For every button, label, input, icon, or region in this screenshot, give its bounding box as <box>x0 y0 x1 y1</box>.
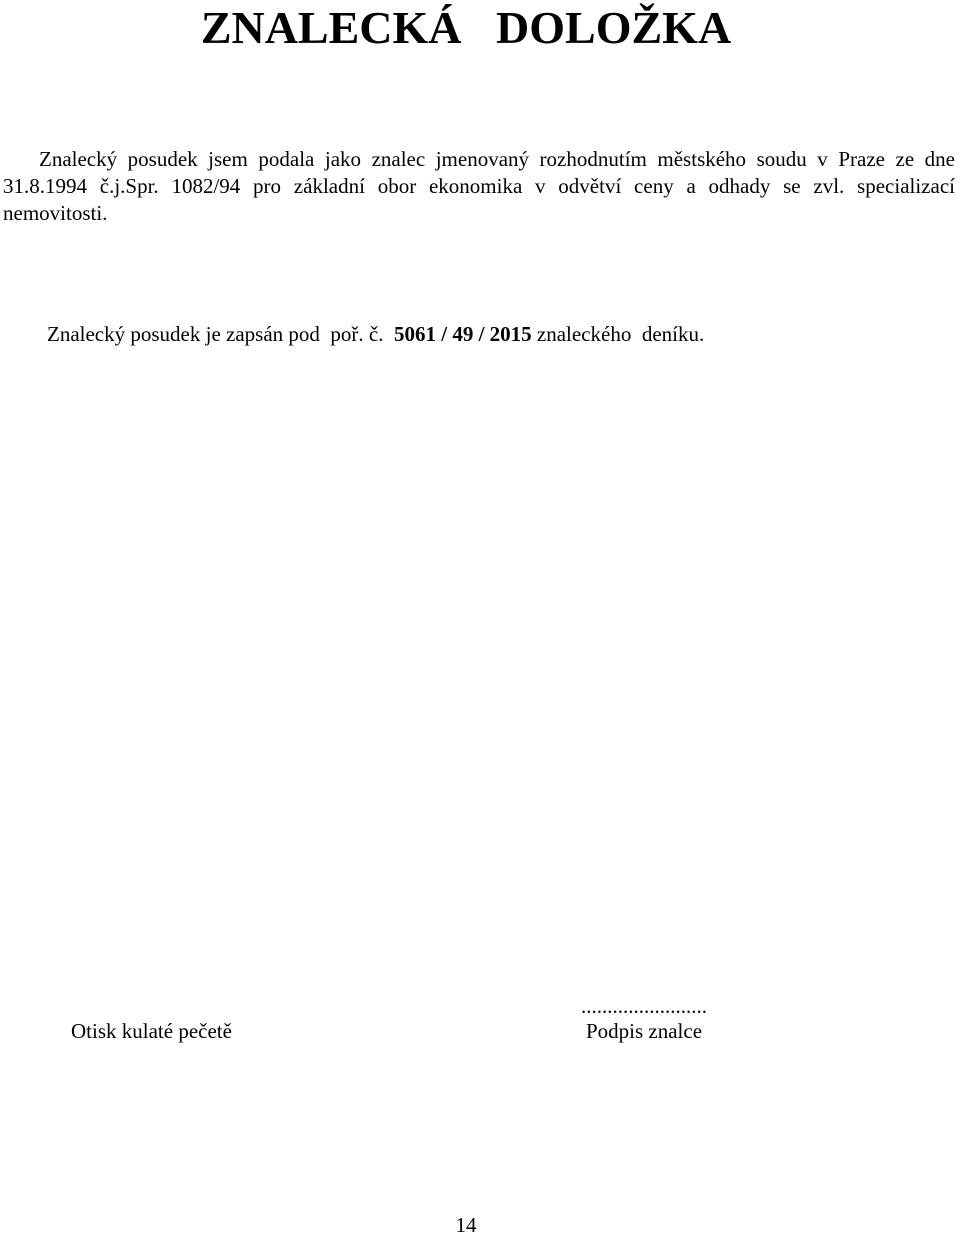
registry-prefix: Znalecký posudek je zapsán pod poř. č. <box>47 322 394 346</box>
page-number: 14 <box>455 1213 477 1237</box>
registry-number: 5061 / 49 / 2015 <box>393 322 532 346</box>
registry-line <box>47 321 704 348</box>
signature-line: ........................ <box>581 994 707 1018</box>
registry-suffix: znaleckého deníku. <box>531 322 705 346</box>
document-title: ZNALECKÁ DOLOŽKA <box>200 2 732 53</box>
signature-block <box>560 994 728 1044</box>
expert-statement-paragraph: Znalecký posudek jsem podala jako znalec jmenovaný rozhodnutím městského soudu v Praze ze dne 31.8.1994 č.j.Spr. 1082/94 pro základní obor ekonomika v odvětví ceny a odhady se zvl. specializací nemovitosti. <box>3 147 955 225</box>
stamp-label: Otisk kulaté pečetě <box>71 1019 232 1043</box>
signature-label: Podpis znalce <box>585 1019 703 1043</box>
